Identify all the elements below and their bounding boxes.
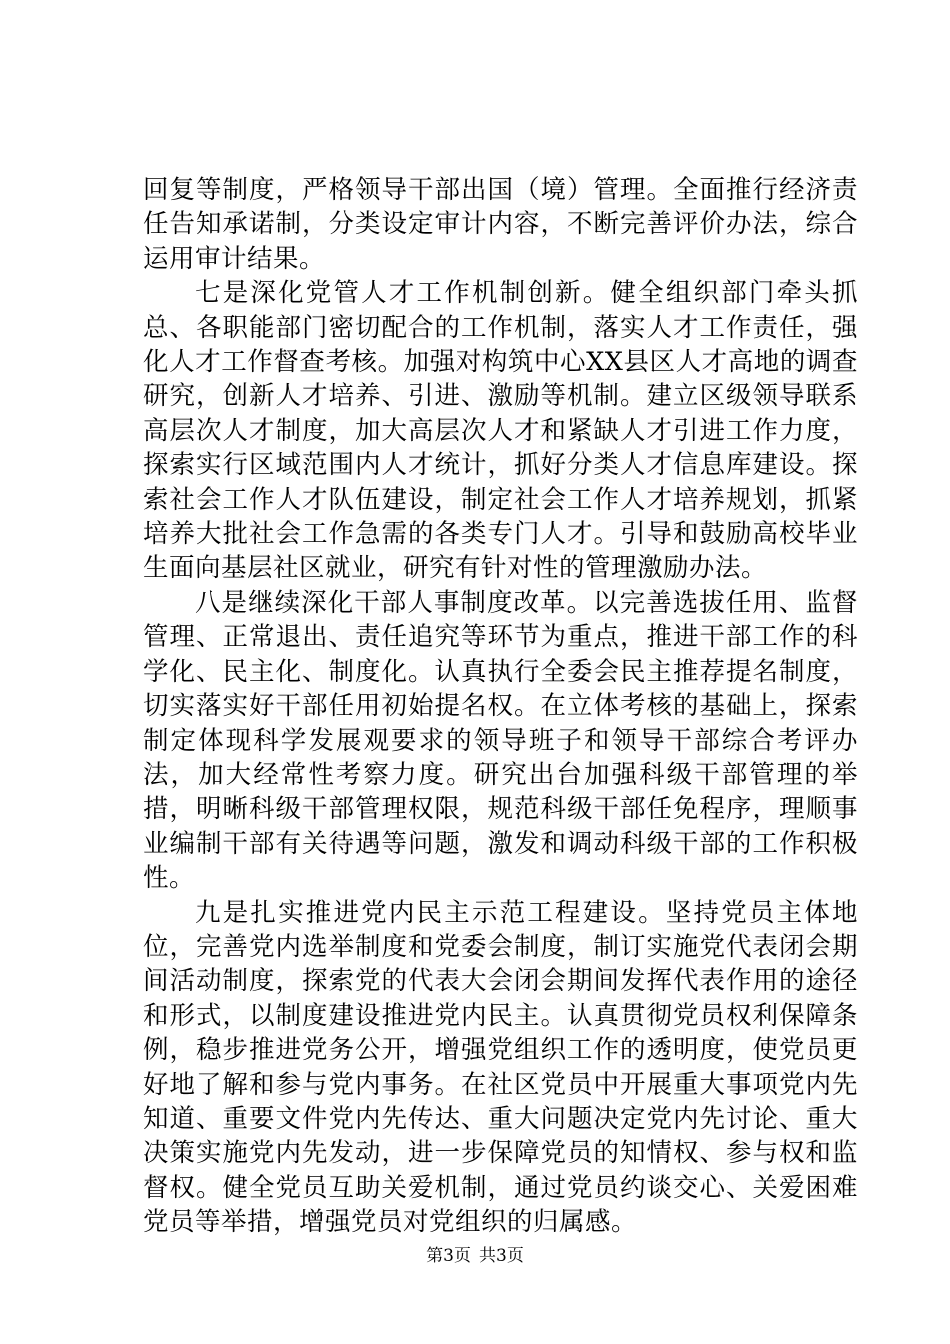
paragraph-continued: 回复等制度，严格领导干部出国（境）管理。全面推行经济责任告知承诺制，分类设定审计内容，不断完善评价办法，综合运用审计结果。 [143, 175, 858, 274]
page-total: 共3页 [479, 1246, 524, 1266]
paragraph-item-8: 八是继续深化干部人事制度改革。以完善选拔任用、监督管理、正常退出、责任追究等环节为重点，推进干部工作的科学化、民主化、制度化。认真执行全委会民主推荐提名制度，切实落实好干部任用初始提名权。在立体考核的基础上，探索制定体现科学发展观要求的领导班子和领导干部综合考评办法，加大经常性考察力度。研究出台加强科级干部管理的举措，明晰科级干部管理权限，规范科级干部任免程序，理顺事业编制干部有关待遇等问题，激发和调动科级干部的工作积极性。 [143, 587, 858, 894]
paragraph-item-7: 七是深化党管人才工作机制创新。健全组织部门牵头抓总、各职能部门密切配合的工作机制，落实人才工作责任，强化人才工作督查考核。加强对构筑中心XX县区人才高地的调查研究，创新人才培养、引进、激励等机制。建立区级领导联系高层次人才制度，加大高层次人才和紧缺人才引进工作力度，探索实行区域范围内人才统计，抓好分类人才信息库建设。探索社会工作人才队伍建设，制定社会工作人才培养规划，抓紧培养大批社会工作急需的各类专门人才。引导和鼓励高校毕业生面向基层社区就业，研究有针对性的管理激励办法。 [143, 278, 858, 584]
page-number: 第3页 [426, 1246, 471, 1266]
document-body [143, 173, 858, 1240]
paragraph-item-9: 九是扎实推进党内民主示范工程建设。坚持党员主体地位，完善党内选举制度和党委会制度，制订实施党代表闭会期间活动制度，探索党的代表大会闭会期间发挥代表作用的途径和形式，以制度建设推进党内民主。认真贯彻党员权利保障条例，稳步推进党务公开，增强党组织工作的透明度，使党员更好地了解和参与党内事务。在社区党员中开展重大事项党内先知道、重要文件党内先传达、重大问题决定党内先讨论、重大决策实施党内先发动，进一步保障党员的知情权、参与权和监督权。健全党员互助关爱机制，通过党员约谈交心、关爱困难党员等举措，增强党员对党组织的归属感。 [143, 897, 858, 1238]
page-footer [0, 1245, 950, 1267]
